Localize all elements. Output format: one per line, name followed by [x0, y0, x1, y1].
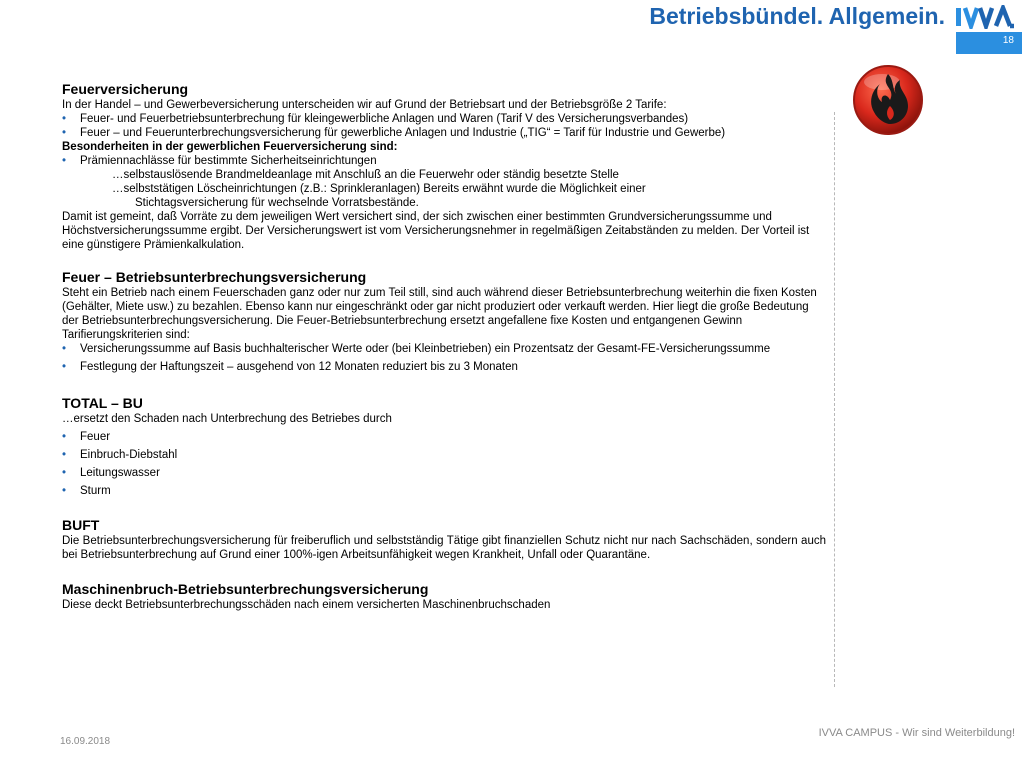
list-item: • Feuer – und Feuerunterbrechungsversicherung für gewerbliche Anlagen und Industrie („TIG“ = Tarif für Industrie und Gewerbe)	[62, 126, 826, 140]
mbu-text: Diese deckt Betriebsunterbrechungsschäden nach einem versicherten Maschinenbruchschaden	[62, 599, 551, 611]
ivva-logo	[954, 5, 1022, 29]
special-sub-item-cont: Stichtagsversicherung für wechselnde Vorratsbestände.	[135, 197, 419, 209]
section-heading-mbu: Maschinenbruch-Betriebsunterbrechungsversicherung	[62, 581, 429, 597]
fbu-text: Steht ein Betrieb nach einem Feuerschaden ganz oder nur zum Teil still, sind auch während dieser Betriebsunterbrechung weiterhin die fixen Kosten (Gehälter, Miete usw.) zu bezahlen. Ebenso kann nur eingeschränkt oder gar nicht produziert oder verkauft werden. Hier liegt die große Bedeutung der Betriebsunterbrechungsversicherung. Die Feuer-Betriebsunterbrechung ersetzt angefallene fixe Kosten und entgangenen Gewinn Tarifierungskriterien sind:	[62, 287, 817, 341]
special-heading: Besonderheiten in der gewerblichen Feuerversicherung sind:	[62, 141, 398, 153]
content-area	[62, 80, 826, 612]
section-heading-feuer: Feuerversicherung	[62, 81, 189, 97]
feuer-intro: In der Handel – und Gewerbeversicherung unterscheiden wir auf Grund der Betriebsart und der Betriebsgröße 2 Tarife:	[62, 99, 667, 111]
feuer-closing: Damit ist gemeint, daß Vorräte zu dem jeweiligen Wert versichert sind, der sich zwischen einer bestimmten Grundversicherungssumme und Höchstversicherungssumme ergibt. Der Versicherungswert ist vom Versicherungsnehmer in regelmäßigen Zeitabständen zu melden. Der Vorteil ist eine günstigere Prämienkalkulation.	[62, 211, 810, 251]
special-sub-item: …selbststätigen Löscheinrichtungen (z.B.: Sprinkleranlagen) Bereits erwähnt wurde die Möglichkeit einer	[112, 183, 646, 195]
section-heading-total: TOTAL – BU	[62, 395, 143, 411]
list-item: • Prämiennachlässe für bestimmte Sicherheitseinrichtungen	[62, 154, 826, 168]
list-item: • Feuer- und Feuerbetriebsunterbrechung für kleingewerbliche Anlagen und Waren (Tarif V des Versicherungsverbandes)	[62, 112, 826, 126]
divider-line	[834, 112, 835, 687]
total-list	[62, 430, 826, 498]
footer-date: 16.09.2018	[60, 736, 111, 747]
list-item: • Leitungswasser	[62, 466, 826, 480]
list-item: • Feuer	[62, 430, 826, 444]
special-list	[62, 154, 826, 168]
list-item: • Festlegung der Haftungszeit – ausgehend von 12 Monaten reduziert bis zu 3 Monaten	[62, 360, 826, 374]
list-item: • Sturm	[62, 484, 826, 498]
fbu-list	[62, 342, 826, 374]
feuer-list	[62, 112, 826, 140]
fire-icon	[850, 62, 926, 138]
footer-tagline: IVVA CAMPUS - Wir sind Weiterbildung!	[818, 727, 1015, 739]
buft-text: Die Betriebsunterbrechungsversicherung für freiberuflich und selbstständig Tätige gibt finanziellen Schutz nicht nur nach Sachschäden, sondern auch bei Betriebsunterbrechung auf Grund einer 100%-igen Arbeitsunfähigkeit wegen Krankheit, Unfall oder Quarantäne.	[62, 535, 826, 561]
total-intro: …ersetzt den Schaden nach Unterbrechung des Betriebes durch	[62, 413, 392, 425]
special-sub-item: …selbstauslösende Brandmeldeanlage mit Anschluß an die Feuerwehr oder ständig besetzte Stelle	[112, 169, 619, 181]
page-title: Betriebsbündel. Allgemein.	[649, 3, 945, 29]
page-number: 18	[956, 32, 1022, 54]
section-heading-buft: BUFT	[62, 517, 100, 533]
list-item: • Versicherungssumme auf Basis buchhalterischer Werte oder (bei Kleinbetrieben) ein Prozentsatz der Gesamt-FE-Versicherungssumme	[62, 342, 826, 356]
list-item: • Einbruch-Diebstahl	[62, 448, 826, 462]
section-heading-fbu: Feuer – Betriebsunterbrechungsversicherung	[62, 269, 367, 285]
